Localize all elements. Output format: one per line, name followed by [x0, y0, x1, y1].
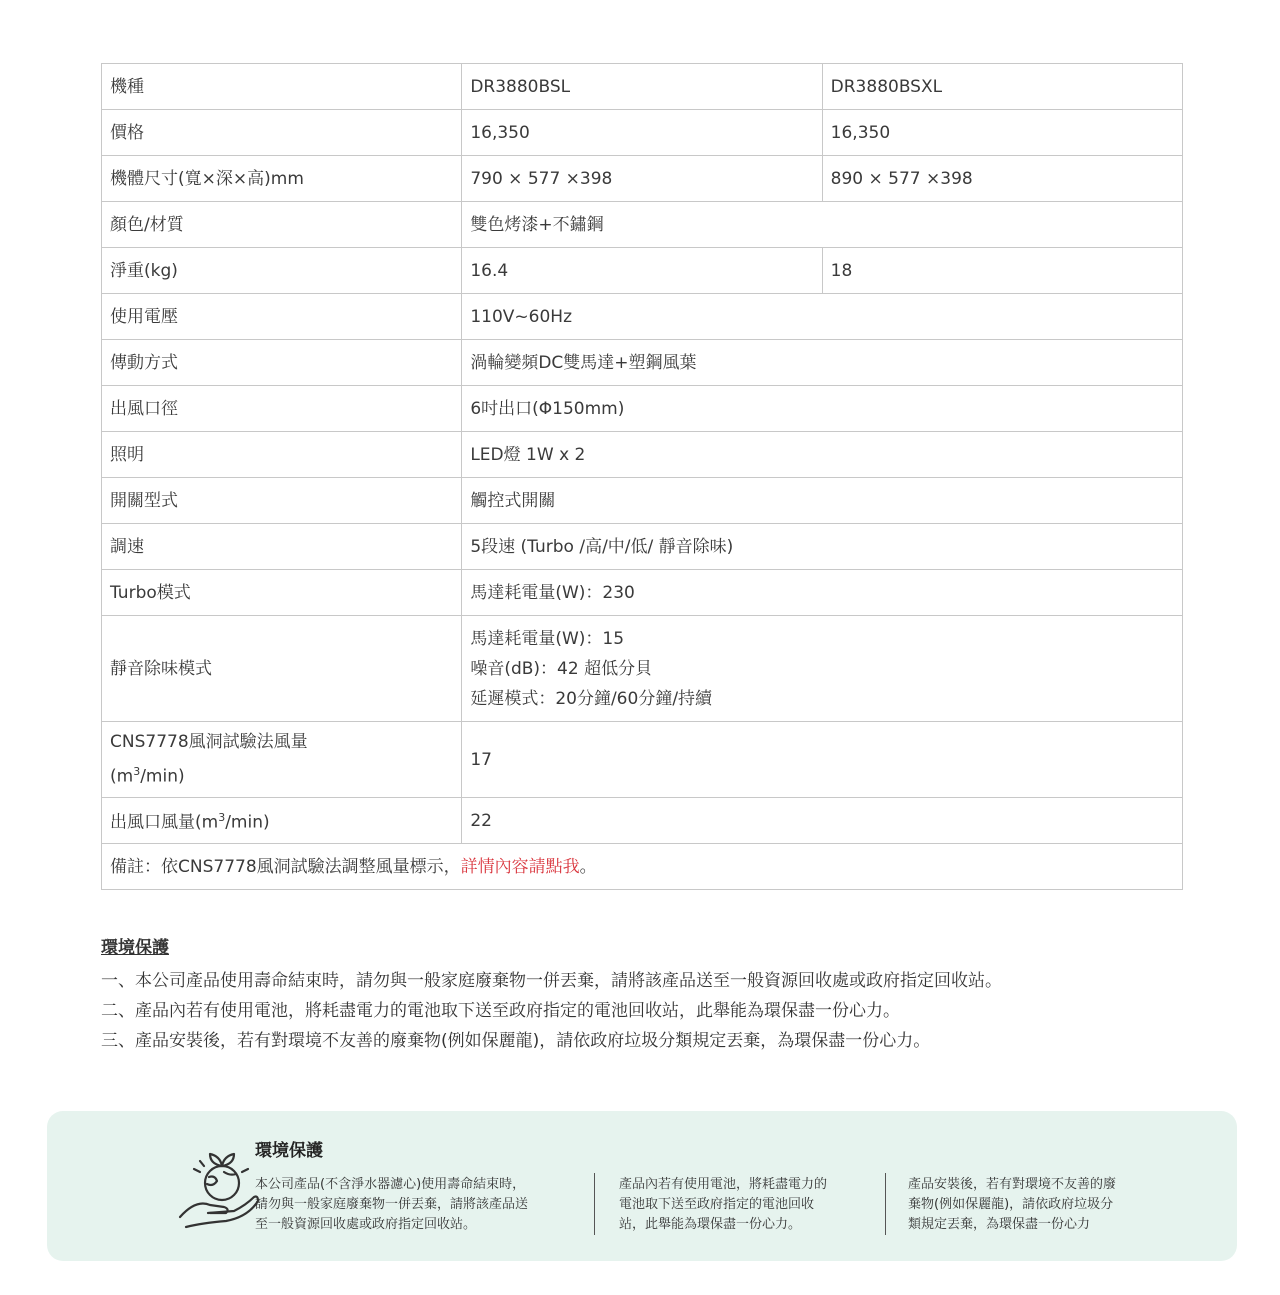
row-value: 16.4 [462, 248, 822, 294]
card-column [908, 1175, 1228, 1235]
row-label: 出風口徑 [102, 386, 462, 432]
row-value: 22 [462, 798, 1183, 844]
row-label [102, 798, 462, 844]
environment-title: 環境保護 [101, 938, 169, 958]
row-label: 調速 [102, 524, 462, 570]
table-row [102, 64, 1183, 110]
column-divider [594, 1173, 595, 1235]
value-line: 噪音(dB)：42 超低分貝 [470, 658, 653, 679]
value-line: 延遲模式：20分鐘/60分鐘/持續 [470, 688, 713, 709]
card-column [619, 1175, 939, 1235]
label-text: /min) [225, 812, 270, 833]
table-row [102, 432, 1183, 478]
row-value: 觸控式開關 [462, 478, 1183, 524]
card-line: 棄物(例如保麗龍)，請依政府垃圾分 [908, 1197, 1114, 1212]
row-value: 110V~60Hz [462, 294, 1183, 340]
table-row [102, 844, 1183, 890]
label-line: CNS7778風洞試驗法風量 [110, 732, 308, 753]
table-note [102, 844, 1183, 890]
card-line: 電池取下送至政府指定的電池回收 [619, 1197, 815, 1212]
card-line: 請勿與一般家庭廢棄物一併丟棄，請將該產品送 [255, 1197, 529, 1212]
row-label: 機種 [102, 64, 462, 110]
card-line: 站，此舉能為環保盡一份心力。 [619, 1217, 802, 1232]
row-label: Turbo模式 [102, 570, 462, 616]
environment-item: 三、產品安裝後，若有對環境不友善的廢棄物(例如保麗龍)，請依政府垃圾分類規定丟棄，為環保盡一份心力。 [101, 1031, 931, 1051]
table-row [102, 248, 1183, 294]
row-value: 雙色烤漆+不鏽鋼 [462, 202, 1183, 248]
table-row [102, 478, 1183, 524]
card-line: 產品安裝後，若有對環境不友善的廢 [908, 1177, 1117, 1192]
environment-card [47, 1111, 1237, 1261]
row-label [102, 722, 462, 798]
card-line: 本公司產品(不含淨水器濾心)使用壽命結束時， [255, 1177, 526, 1192]
value-line: 馬達耗電量(W)：15 [470, 628, 625, 649]
environment-section [101, 936, 1002, 1056]
table-row [102, 798, 1183, 844]
row-label: 傳動方式 [102, 340, 462, 386]
table-row [102, 202, 1183, 248]
table-row [102, 722, 1183, 798]
row-value: LED燈 1W x 2 [462, 432, 1183, 478]
card-line: 類規定丟棄，為環保盡一份心力 [908, 1217, 1091, 1232]
row-value: 渦輪變頻DC雙馬達+塑鋼風葉 [462, 340, 1183, 386]
row-value: 17 [462, 722, 1183, 798]
details-link[interactable]: 詳情內容請點我 [460, 856, 580, 877]
label-line [110, 757, 453, 792]
hand-plant-globe-icon [172, 1139, 262, 1229]
table-row [102, 156, 1183, 202]
row-value: 16,350 [462, 110, 822, 156]
row-value: 790 × 577 ×398 [462, 156, 822, 202]
table-row [102, 570, 1183, 616]
table-row [102, 340, 1183, 386]
row-value: 18 [822, 248, 1182, 294]
spec-table [101, 63, 1183, 890]
label-text: /min) [140, 766, 185, 787]
table-row [102, 294, 1183, 340]
row-label: 靜音除味模式 [102, 616, 462, 722]
row-label: 使用電壓 [102, 294, 462, 340]
superscript: 3 [218, 811, 226, 825]
table-row [102, 110, 1183, 156]
row-value-multiline [462, 616, 1183, 722]
card-column [255, 1175, 575, 1235]
row-label: 開關型式 [102, 478, 462, 524]
row-label: 顏色/材質 [102, 202, 462, 248]
card-line: 至一般資源回收處或政府指定回收站。 [255, 1217, 477, 1232]
row-value: 16,350 [822, 110, 1182, 156]
row-value: 馬達耗電量(W)：230 [462, 570, 1183, 616]
label-text: (m [110, 766, 134, 787]
environment-item: 一、本公司產品使用壽命結束時，請勿與一般家庭廢棄物一併丟棄，請將該產品送至一般資源回收處或政府指定回收站。 [101, 971, 1002, 991]
note-text: 備註：依CNS7778風洞試驗法調整風量標示， [110, 856, 461, 877]
card-title: 環境保護 [255, 1141, 323, 1161]
row-label: 照明 [102, 432, 462, 478]
label-text: 出風口風量(m [110, 812, 219, 833]
environment-item: 二、產品內若有使用電池，將耗盡電力的電池取下送至政府指定的電池回收站，此舉能為環保盡一份心力。 [101, 1001, 900, 1021]
note-end: 。 [579, 856, 597, 877]
table-row [102, 524, 1183, 570]
table-row [102, 386, 1183, 432]
row-value: DR3880BSL [462, 64, 822, 110]
row-label: 價格 [102, 110, 462, 156]
superscript: 3 [133, 765, 141, 779]
row-value: DR3880BSXL [822, 64, 1182, 110]
column-divider [885, 1173, 886, 1235]
row-label: 淨重(kg) [102, 248, 462, 294]
row-value: 890 × 577 ×398 [822, 156, 1182, 202]
row-value: 5段速 (Turbo /高/中/低/ 靜音除味) [462, 524, 1183, 570]
card-line: 產品內若有使用電池，將耗盡電力的 [619, 1177, 828, 1192]
row-label: 機體尺寸(寬×深×高)mm [102, 156, 462, 202]
row-value: 6吋出口(Φ150mm) [462, 386, 1183, 432]
table-row [102, 616, 1183, 722]
